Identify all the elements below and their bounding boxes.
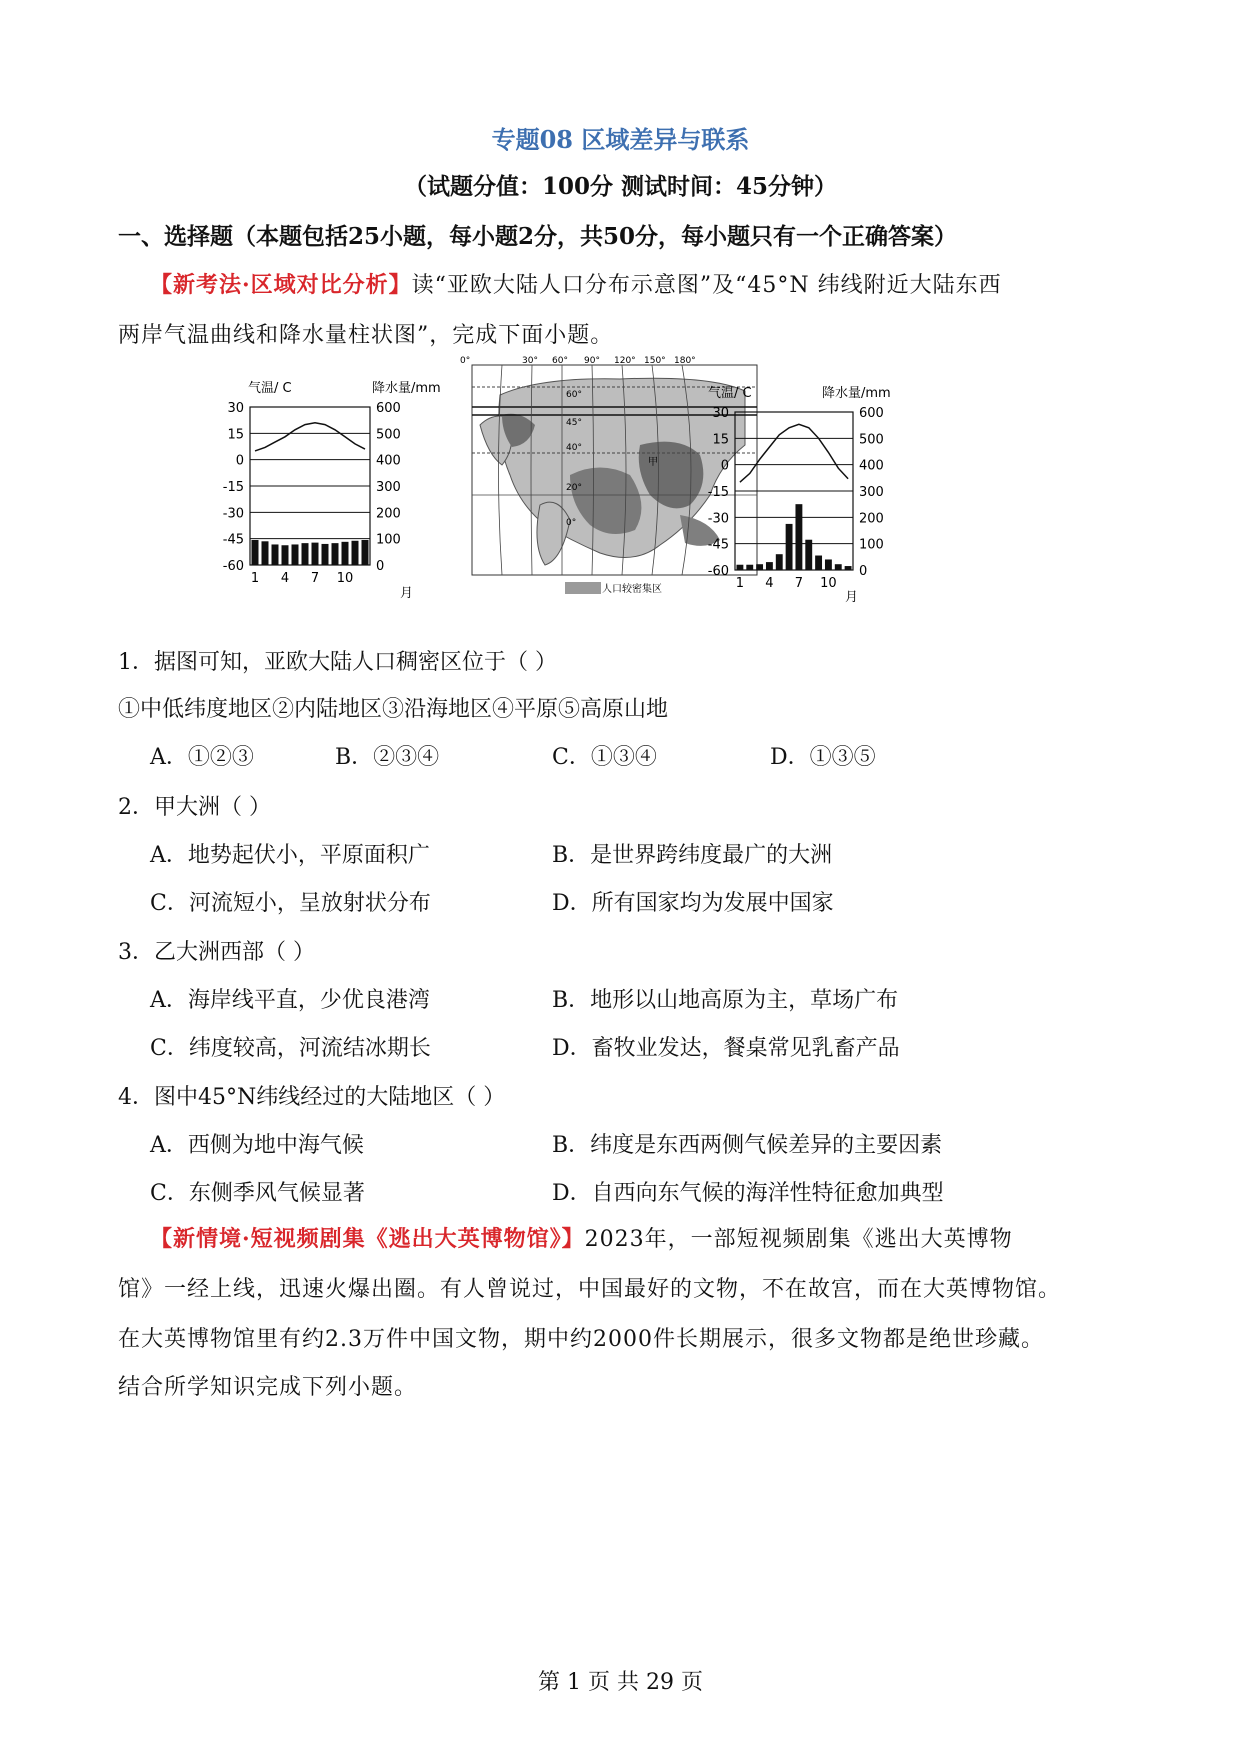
lon-label-150: 150° <box>644 356 666 366</box>
precip-bar <box>362 540 369 565</box>
month-tick-label: 7 <box>794 576 804 591</box>
q4-option-b[interactable]: B．纬度是东西两侧气候差异的主要因素 <box>552 1133 943 1158</box>
precip-bar <box>786 524 793 570</box>
precip-bar <box>756 564 763 570</box>
q1-option-c[interactable]: C．①③④ <box>552 745 657 770</box>
month-tick-label: 1 <box>250 571 260 586</box>
precip-bar <box>302 543 309 565</box>
temp-tick-label: 30 <box>712 406 729 421</box>
precip-bar <box>252 540 259 565</box>
lon-label-60: 60° <box>552 356 568 366</box>
precip-bar <box>332 543 339 565</box>
temp-tick-label: 0 <box>720 458 729 474</box>
precip-bar <box>736 565 743 570</box>
q2-option-d[interactable]: D．所有国家均为发展中国家 <box>552 891 834 916</box>
month-tick-label: 4 <box>765 576 774 591</box>
exam-info: （试题分值：100分 测试时间：45分钟） <box>403 173 838 200</box>
precip-tick-label: 0 <box>376 559 385 574</box>
q3-option-c[interactable]: C．纬度较高，河流结冰期长 <box>150 1036 431 1061</box>
precip-bar <box>292 544 299 565</box>
month-tick-label: 4 <box>280 571 290 586</box>
temp-tick-label: -45 <box>707 537 729 553</box>
legend-swatch <box>565 582 601 594</box>
legend-label: 人口较密集区 <box>602 584 662 595</box>
temp-tick-label: -15 <box>222 480 244 495</box>
lat-label-60: 60° <box>566 390 582 400</box>
left-precip-axis-label: 降水量/mm <box>372 381 441 396</box>
intro1-tag: 【新考法·区域对比分析】 <box>150 272 412 298</box>
intro2-line1-text: 2023年，一部短视频剧集《逃出大英博物 <box>584 1227 1013 1252</box>
precip-tick-label: 500 <box>376 427 401 443</box>
intro1-line1 <box>150 268 1002 299</box>
lat-label-45: 45° <box>566 418 582 428</box>
q1-items: ①中低纬度地区②内陆地区③沿海地区④平原⑤高原山地 <box>118 697 669 722</box>
intro2-tag: 【新情境·短视频剧集《逃出大英博物馆》】 <box>150 1226 585 1252</box>
precip-bar <box>282 545 289 565</box>
precip-bar <box>776 554 783 570</box>
lat-label-0: 0° <box>566 518 577 528</box>
temp-tick-label: 30 <box>227 401 244 416</box>
precip-tick-label: 200 <box>859 511 884 527</box>
precip-tick-label: 600 <box>859 406 884 421</box>
precip-tick-label: 300 <box>376 480 401 495</box>
q1-stem: 1．据图可知，亚欧大陆人口稠密区位于（ ） <box>118 650 557 675</box>
temp-tick-label: 0 <box>235 453 244 469</box>
temp-tick-label: -30 <box>222 506 244 522</box>
temp-tick-label: -60 <box>707 564 729 579</box>
left-temp-axis-label: 气温/ C <box>248 381 292 396</box>
precip-tick-label: 100 <box>376 532 401 548</box>
q4-option-a[interactable]: A．西侧为地中海气候 <box>150 1133 364 1158</box>
precip-bar <box>805 540 812 570</box>
intro2-line1 <box>150 1222 1013 1253</box>
figure <box>222 355 1000 605</box>
precip-bar <box>352 541 359 565</box>
precip-tick-label: 400 <box>376 453 401 469</box>
precip-tick-label: 100 <box>859 537 884 553</box>
precip-tick-label: 0 <box>859 564 868 579</box>
precip-bar <box>746 565 753 570</box>
q1-option-a[interactable]: A．①②③ <box>150 745 254 770</box>
lon-label-30: 30° <box>522 356 538 366</box>
lat-label-20: 20° <box>566 483 582 493</box>
precip-tick-label: 400 <box>859 458 884 474</box>
precip-bar <box>262 541 269 565</box>
month-tick-label: 10 <box>820 576 837 591</box>
page-title: 专题08 区域差异与联系 <box>491 125 750 154</box>
q1-option-b[interactable]: B．②③④ <box>335 745 440 770</box>
precip-tick-label: 200 <box>376 506 401 522</box>
q2-option-a[interactable]: A．地势起伏小，平原面积广 <box>150 843 430 868</box>
left-climate-chart <box>223 380 441 601</box>
q4-option-d[interactable]: D．自西向东气候的海洋性特征愈加典型 <box>552 1181 944 1206</box>
right-precip-axis-label: 降水量/mm <box>822 386 891 401</box>
temp-tick-label: 15 <box>227 427 244 443</box>
precip-tick-label: 300 <box>859 485 884 500</box>
q3-stem: 3．乙大洲西部（ ） <box>118 940 315 965</box>
lon-label-0: 0° <box>460 356 471 366</box>
page-footer: 第 1 页 共 29 页 <box>538 1670 703 1695</box>
precip-bar <box>342 542 349 565</box>
temp-tick-label: 15 <box>712 432 729 448</box>
intro2-line3: 在大英博物馆里有约2.3万件中国文物，期中约2000件长期展示，很多文物都是绝世珍藏。 <box>118 1327 1044 1352</box>
q4-stem: 4．图中45°N纬线经过的大陆地区（ ） <box>118 1085 506 1110</box>
lat-label-40: 40° <box>566 443 582 453</box>
precip-bar <box>272 544 279 565</box>
precip-tick-label: 500 <box>859 432 884 448</box>
q2-stem: 2．甲大洲（ ） <box>118 795 271 820</box>
intro1-line2: 两岸气温曲线和降水量柱状图”，完成下面小题。 <box>118 323 614 348</box>
intro2-line4: 结合所学知识完成下列小题。 <box>118 1375 418 1400</box>
q2-option-c[interactable]: C．河流短小，呈放射状分布 <box>150 891 431 916</box>
right-temp-axis-label: 气温/ C <box>708 386 752 401</box>
q3-option-d[interactable]: D．畜牧业发达，餐桌常见乳畜产品 <box>552 1036 900 1061</box>
precip-bar <box>795 504 802 570</box>
temp-tick-label: -15 <box>707 485 729 500</box>
temp-tick-label: -30 <box>707 511 729 527</box>
precip-bar <box>766 562 773 570</box>
month-tick-label: 10 <box>336 571 354 586</box>
month-tick-label: 7 <box>310 571 320 586</box>
region-label-jia: 甲 <box>648 457 658 468</box>
temperature-line <box>255 423 365 451</box>
left-month-label: 月 <box>400 586 414 601</box>
precip-bar <box>835 564 842 570</box>
q3-option-a[interactable]: A．海岸线平直，少优良港湾 <box>150 988 430 1013</box>
q4-option-c[interactable]: C．东侧季风气候显著 <box>150 1181 365 1206</box>
temp-tick-label: -60 <box>222 559 244 574</box>
intro1-text: 读“亚欧大陆人口分布示意图”及“45°N 纬线附近大陆东西 <box>411 273 1002 298</box>
section-heading: 一、选择题（本题包括25小题，每小题2分，共50分，每小题只有一个正确答案） <box>118 223 958 250</box>
lon-label-120: 120° <box>614 356 636 366</box>
precip-bar <box>825 559 832 570</box>
q2-option-b[interactable]: B．是世界跨纬度最广的大洲 <box>552 843 833 868</box>
precip-bar <box>322 544 329 565</box>
lon-label-180: 180° <box>674 356 696 366</box>
intro2-line2: 馆》一经上线，迅速火爆出圈。有人曾说过，中国最好的文物，不在故宫，而在大英博物馆。 <box>118 1277 1062 1302</box>
month-tick-label: 1 <box>735 576 745 591</box>
precip-bar <box>845 566 852 570</box>
precip-tick-label: 600 <box>376 401 401 416</box>
temp-tick-label: -45 <box>222 532 244 548</box>
q3-option-b[interactable]: B．地形以山地高原为主，草场广布 <box>552 988 899 1013</box>
q1-option-d[interactable]: D．①③⑤ <box>770 745 876 770</box>
precip-bar <box>312 543 319 565</box>
precip-bar <box>815 556 822 570</box>
right-month-label: 月 <box>845 590 859 605</box>
lon-label-90: 90° <box>584 356 600 366</box>
